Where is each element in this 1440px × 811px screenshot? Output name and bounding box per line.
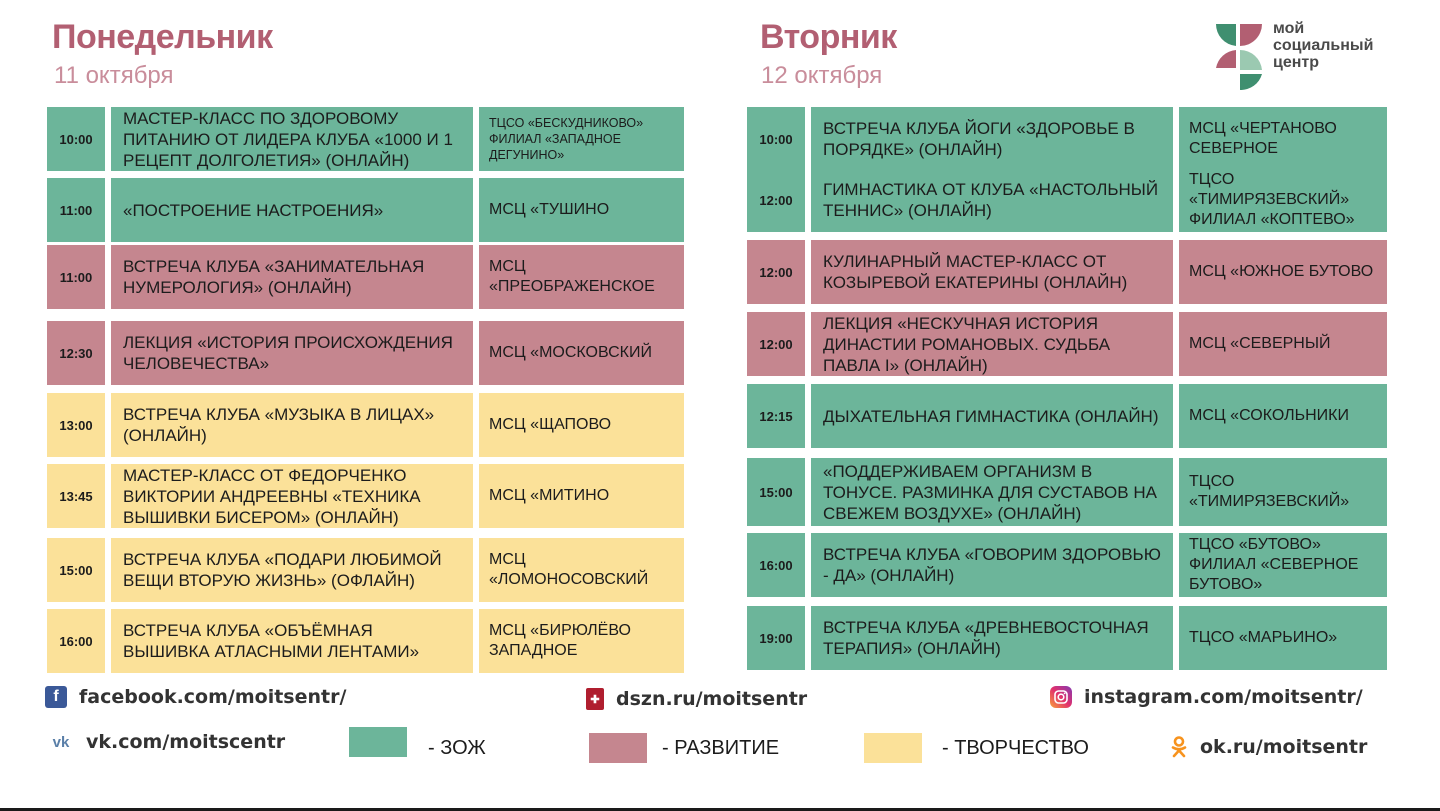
facebook-link[interactable] (45, 686, 346, 708)
event-title: ВСТРЕЧА КЛУБА «ГОВОРИМ ЗДОРОВЬЮ - ДА» (ОНЛАЙН) (811, 533, 1173, 597)
event-place: МСЦ «БИРЮЛЁВО ЗАПАДНОЕ (479, 609, 684, 673)
event-place: ТЦСО «МАРЬИНО» (1179, 606, 1387, 670)
event-title: МАСТЕР-КЛАСС ПО ЗДОРОВОМУ ПИТАНИЮ ОТ ЛИДЕРА КЛУБА «1000 И 1 РЕЦЕПТ ДОЛГОЛЕТИЯ» (ОНЛАЙН) (111, 107, 473, 171)
event-place: МСЦ «МИТИНО (479, 464, 684, 528)
event-title: ГИМНАСТИКА ОТ КЛУБА «НАСТОЛЬНЫЙ ТЕННИС» (ОНЛАЙН) (811, 168, 1173, 232)
event-time: 12:15 (747, 384, 805, 448)
legend-label-tvorchestvo: - ТВОРЧЕСТВО (942, 737, 1089, 759)
moscow-coat-of-arms-icon: ✚ (586, 688, 604, 710)
tuesday-date: 12 октября (761, 62, 883, 89)
schedule-row (47, 245, 684, 309)
schedule-row (47, 178, 684, 242)
legend-swatch-tvorchestvo (864, 733, 922, 763)
facebook-url: facebook.com/moitsentr/ (79, 686, 347, 708)
event-place: ТЦСО «БЕСКУДНИКОВО» ФИЛИАЛ «ЗАПАДНОЕ ДЕГУНИНО» (479, 107, 684, 171)
event-title: ЛЕКЦИЯ «НЕСКУЧНАЯ ИСТОРИЯ ДИНАСТИИ РОМАНОВЫХ. СУДЬБА ПАВЛА I» (ОНЛАЙН) (811, 312, 1173, 376)
instagram-link[interactable] (1050, 686, 1363, 708)
event-time: 15:00 (747, 458, 805, 526)
schedule-row (747, 606, 1387, 670)
tuesday-title: Вторник (760, 18, 897, 56)
event-title: ВСТРЕЧА КЛУБА «МУЗЫКА В ЛИЦАХ» (ОНЛАЙН) (111, 393, 473, 457)
legend-swatch-razvitie (589, 733, 647, 763)
event-place: ТЦСО «ТИМИРЯЗЕВСКИЙ» ФИЛИАЛ «КОПТЕВО» (1179, 168, 1387, 232)
dszn-link[interactable] (586, 688, 807, 710)
schedule-row (47, 321, 684, 385)
event-place: МСЦ «ЛОМОНОСОВСКИЙ (479, 538, 684, 602)
event-time: 12:00 (747, 240, 805, 304)
ok-link[interactable] (1170, 736, 1367, 758)
event-place: МСЦ «ЮЖНОЕ БУТОВО (1179, 240, 1387, 304)
schedule-row (47, 464, 684, 528)
schedule-row (747, 107, 1387, 171)
event-place: МСЦ «ТУШИНО (479, 178, 684, 242)
event-title: ВСТРЕЧА КЛУБА «ДРЕВНЕВОСТОЧНАЯ ТЕРАПИЯ» (ОНЛАЙН) (811, 606, 1173, 670)
vk-url: vk.com/moitscentr (86, 731, 286, 753)
event-time: 11:00 (47, 178, 105, 242)
event-time: 13:00 (47, 393, 105, 457)
event-time: 12:00 (747, 168, 805, 232)
legend-label-zozh: - ЗОЖ (428, 737, 486, 759)
event-place: МСЦ «СОКОЛЬНИКИ (1179, 384, 1387, 448)
event-title: МАСТЕР-КЛАСС ОТ ФЕДОРЧЕНКО ВИКТОРИИ АНДРЕЕВНЫ «ТЕХНИКА ВЫШИВКИ БИСЕРОМ» (ОНЛАЙН) (111, 464, 473, 528)
schedule-row (747, 240, 1387, 304)
event-place: МСЦ «СЕВЕРНЫЙ (1179, 312, 1387, 376)
event-place: ТЦСО «БУТОВО» ФИЛИАЛ «СЕВЕРНОЕ БУТОВО» (1179, 533, 1387, 597)
event-title: ДЫХАТЕЛЬНАЯ ГИМНАСТИКА (ОНЛАЙН) (811, 384, 1173, 448)
schedule-row (47, 609, 684, 673)
event-title: ВСТРЕЧА КЛУБА ЙОГИ «ЗДОРОВЬЕ В ПОРЯДКЕ» (ОНЛАЙН) (811, 107, 1173, 171)
facebook-icon: f (45, 686, 67, 708)
event-time: 11:00 (47, 245, 105, 309)
vk-link[interactable] (48, 731, 285, 753)
event-title: «ПОДДЕРЖИВАЕМ ОРГАНИЗМ В ТОНУСЕ. РАЗМИНКА ДЛЯ СУСТАВОВ НА СВЕЖЕМ ВОЗДУХЕ» (ОНЛАЙН) (811, 458, 1173, 526)
schedule-row (747, 312, 1387, 376)
event-time: 13:45 (47, 464, 105, 528)
monday-title: Понедельник (52, 18, 273, 56)
event-title: «ПОСТРОЕНИЕ НАСТРОЕНИЯ» (111, 178, 473, 242)
instagram-icon (1050, 686, 1072, 708)
dszn-url: dszn.ru/moitsentr (616, 688, 808, 710)
event-time: 10:00 (47, 107, 105, 171)
event-time: 19:00 (747, 606, 805, 670)
event-title: ВСТРЕЧА КЛУБА «ОБЪЁМНАЯ ВЫШИВКА АТЛАСНЫМИ ЛЕНТАМИ» (111, 609, 473, 673)
event-place: МСЦ «ЩАПОВО (479, 393, 684, 457)
legend-label-razvitie: - РАЗВИТИЕ (662, 737, 780, 759)
event-place: МСЦ «ЧЕРТАНОВО СЕВЕРНОЕ (1179, 107, 1387, 171)
schedule-row (747, 533, 1387, 597)
event-time: 16:00 (747, 533, 805, 597)
schedule-row (47, 107, 684, 171)
event-title: ВСТРЕЧА КЛУБА «ПОДАРИ ЛЮБИМОЙ ВЕЩИ ВТОРУЮ ЖИЗНЬ» (ОФЛАЙН) (111, 538, 473, 602)
event-place: ТЦСО «ТИМИРЯЗЕВСКИЙ» (1179, 458, 1387, 526)
monday-date: 11 октября (54, 62, 174, 89)
event-time: 16:00 (47, 609, 105, 673)
logo-text: мой социальный центр (1273, 20, 1374, 71)
event-place: МСЦ «МОСКОВСКИЙ (479, 321, 684, 385)
schedule-row (747, 458, 1387, 526)
event-time: 15:00 (47, 538, 105, 602)
odnoklassniki-icon (1170, 736, 1188, 758)
event-time: 12:00 (747, 312, 805, 376)
schedule-row (747, 168, 1387, 232)
legend-swatch-zozh (349, 727, 407, 757)
event-title: ЛЕКЦИЯ «ИСТОРИЯ ПРОИСХОЖДЕНИЯ ЧЕЛОВЕЧЕСТВА» (111, 321, 473, 385)
schedule-row (747, 384, 1387, 448)
moi-socialny-centr-logo (1214, 20, 1264, 90)
event-title: КУЛИНАРНЫЙ МАСТЕР-КЛАСС ОТ КОЗЫРЕВОЙ ЕКАТЕРИНЫ (ОНЛАЙН) (811, 240, 1173, 304)
ok-url: ok.ru/moitsentr (1200, 736, 1368, 758)
schedule-row (47, 393, 684, 457)
schedule-row (47, 538, 684, 602)
event-place: МСЦ «ПРЕОБРАЖЕНСКОЕ (479, 245, 684, 309)
event-title: ВСТРЕЧА КЛУБА «ЗАНИМАТЕЛЬНАЯ НУМЕРОЛОГИЯ» (ОНЛАЙН) (111, 245, 473, 309)
event-time: 12:30 (47, 321, 105, 385)
instagram-url: instagram.com/moitsentr/ (1084, 686, 1363, 708)
event-time: 10:00 (747, 107, 805, 171)
vk-icon: vk (52, 733, 70, 751)
